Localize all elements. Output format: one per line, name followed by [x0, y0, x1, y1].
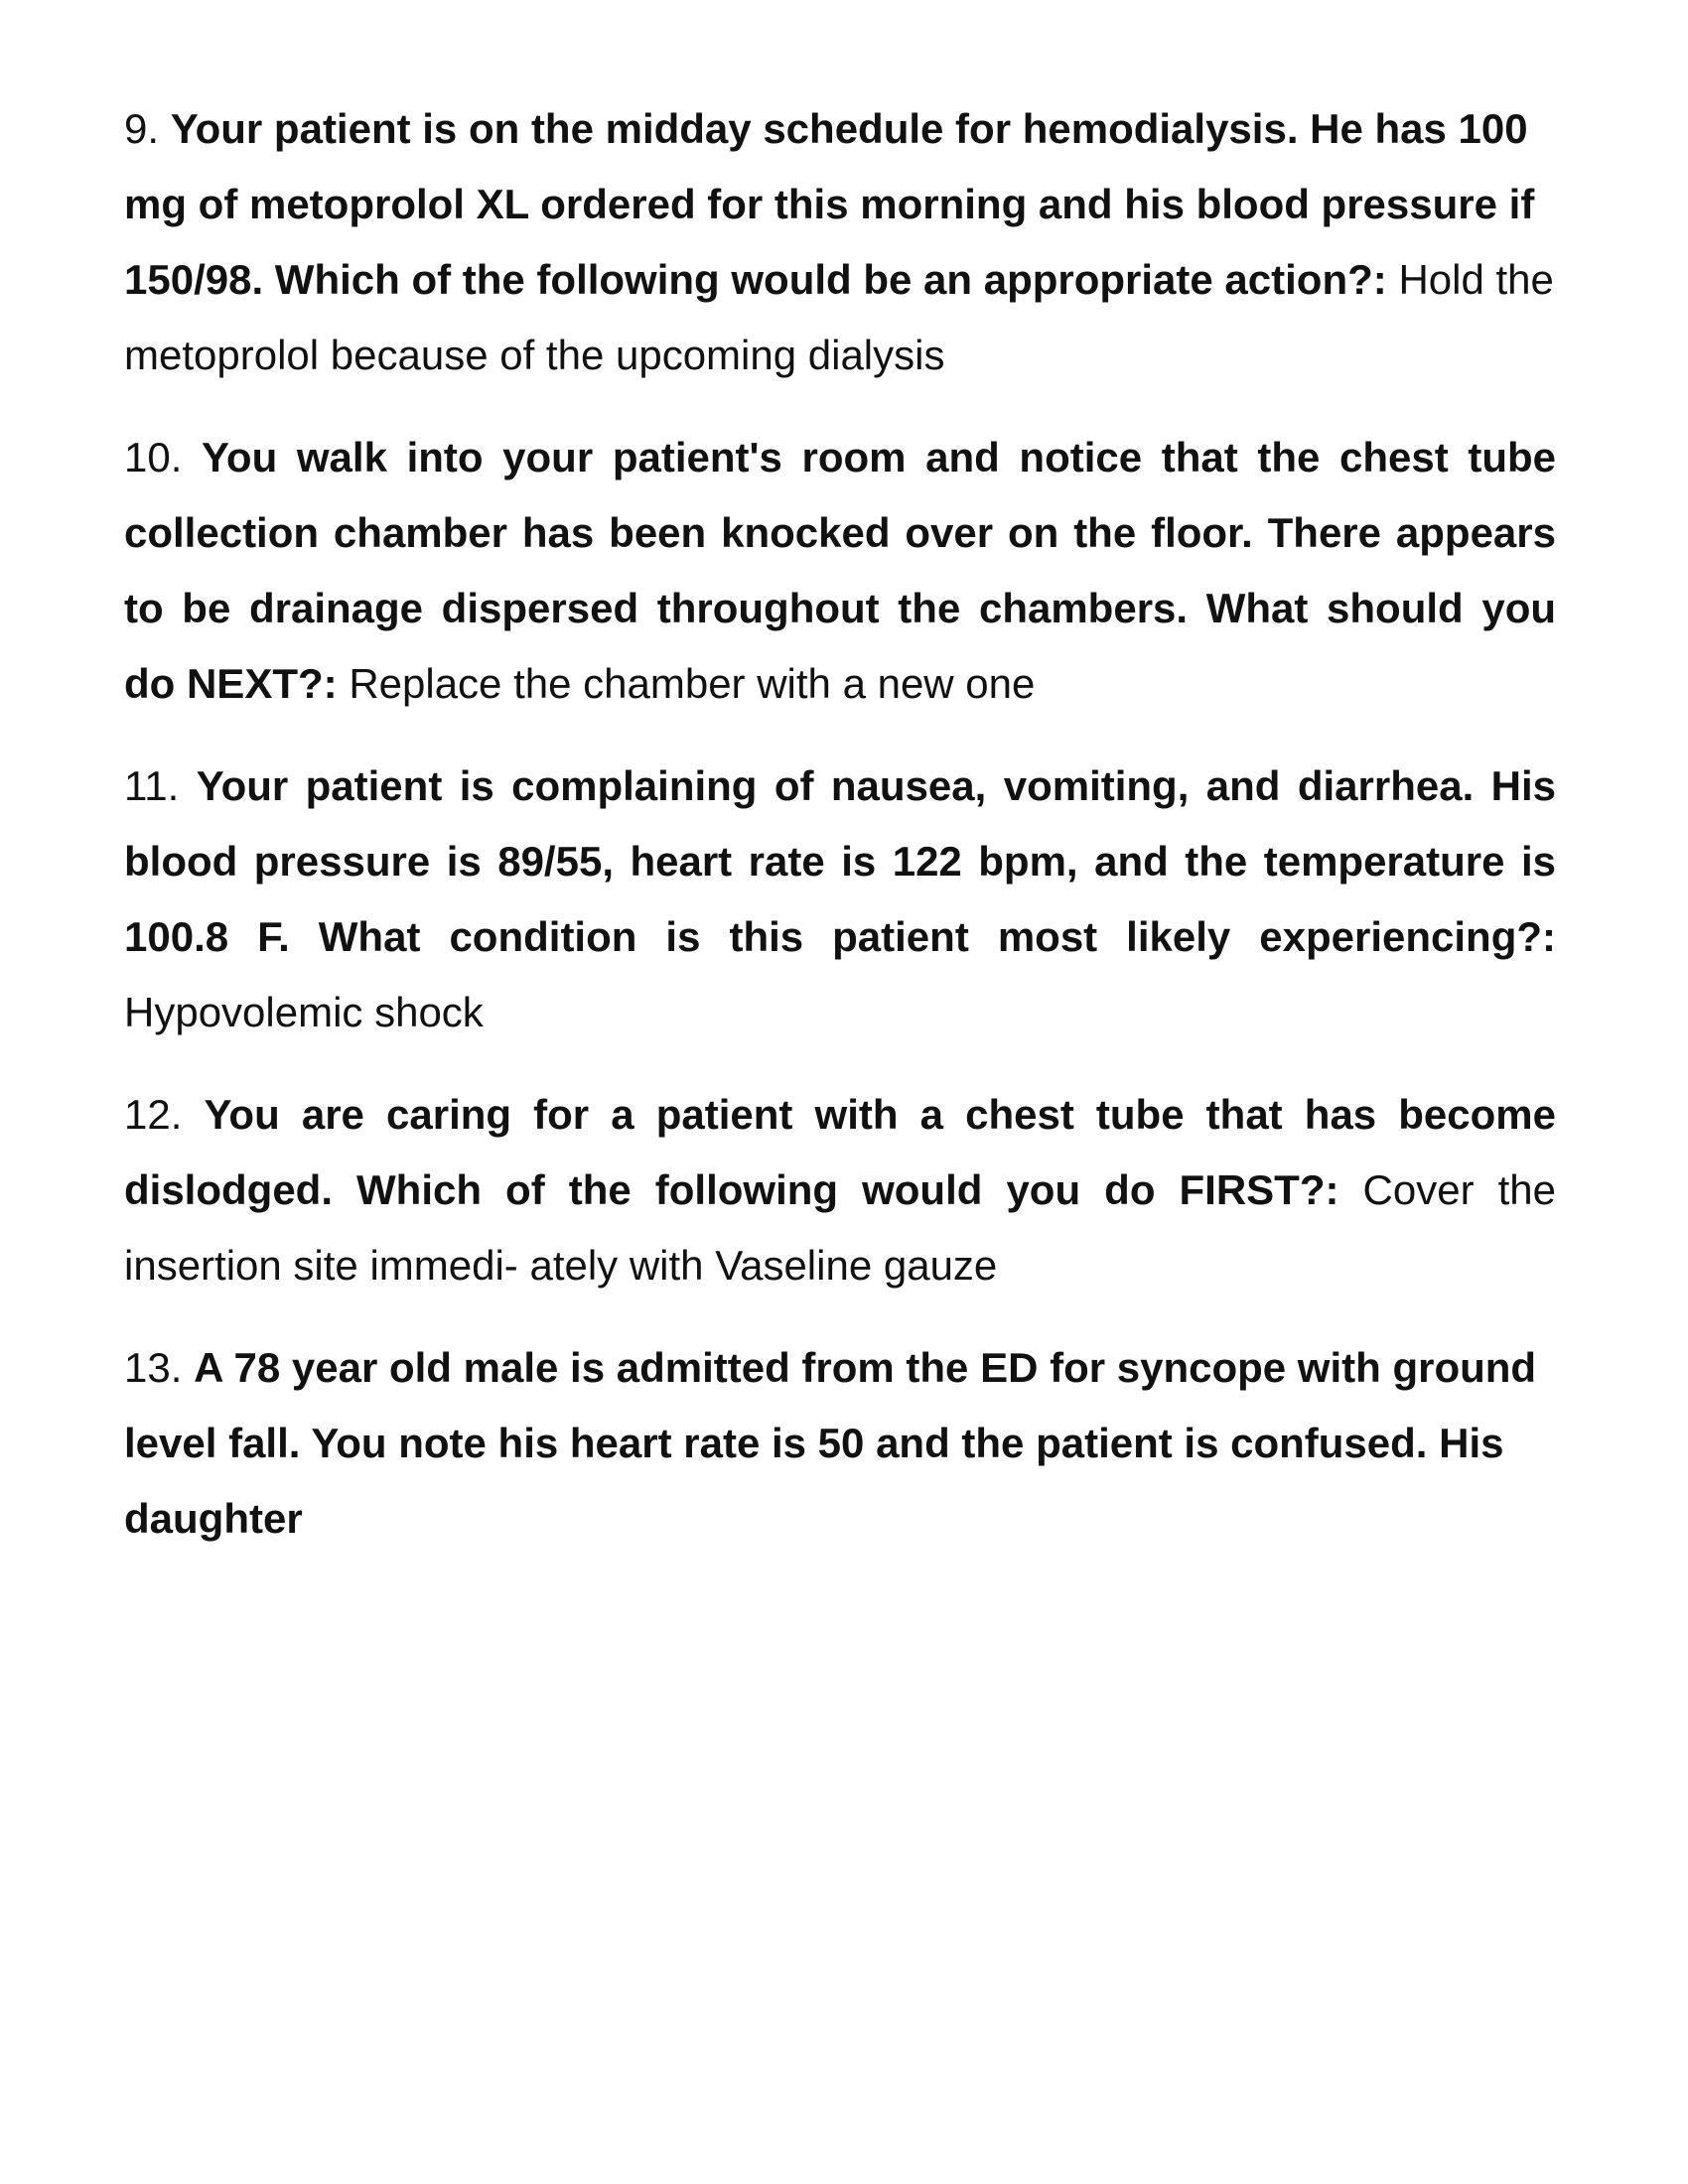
question-item-13	[124, 1330, 1556, 1557]
question-text: Your patient is on the midday schedule for hemodialysis. He has 100 mg of metoprolol XL ordered for this morning and his blood pressure if 150/98. Which of the following would be an appropriate action?:	[124, 105, 1535, 303]
answer-text: Replace the chamber with a new one	[349, 660, 1036, 707]
question-text: Your patient is complaining of nausea, vomiting, and diarrhea. His blood pressure is 89/55, heart rate is 122 bpm, and the temperature is 100.8 F. What condition is this patient most likely experiencing?:	[124, 762, 1556, 960]
question-text: You are caring for a patient with a chest tube that has become dislodged. Which of the following would you do FIRST?:	[124, 1091, 1557, 1213]
question-number: 9.	[124, 105, 160, 152]
question-text: A 78 year old male is admitted from the ED for syncope with ground level fall. You note his heart rate is 50 and the patient is confused. His daughter	[124, 1344, 1537, 1542]
question-item-11	[124, 749, 1556, 1050]
question-number: 10.	[124, 434, 183, 480]
question-text: You walk into your patient's room and notice that the chest tube collection chamber has been knocked over on the floor. There appears to be drainage dispersed throughout the chambers. What should you do NEXT?:	[124, 434, 1556, 707]
question-item-9	[124, 91, 1556, 393]
answer-text: Cover the insertion site immedi- ately with Vaseline gauze	[124, 1166, 1556, 1289]
answer-text: Hypovolemic shock	[124, 989, 484, 1035]
answer-text: Hold the metoprolol because of the upcoming dialysis	[124, 256, 1554, 378]
question-number: 12.	[124, 1091, 183, 1138]
question-number: 13.	[124, 1344, 183, 1391]
question-item-10	[124, 420, 1556, 722]
question-item-12	[124, 1077, 1556, 1303]
question-list	[124, 91, 1556, 1583]
question-number: 11.	[124, 762, 180, 809]
